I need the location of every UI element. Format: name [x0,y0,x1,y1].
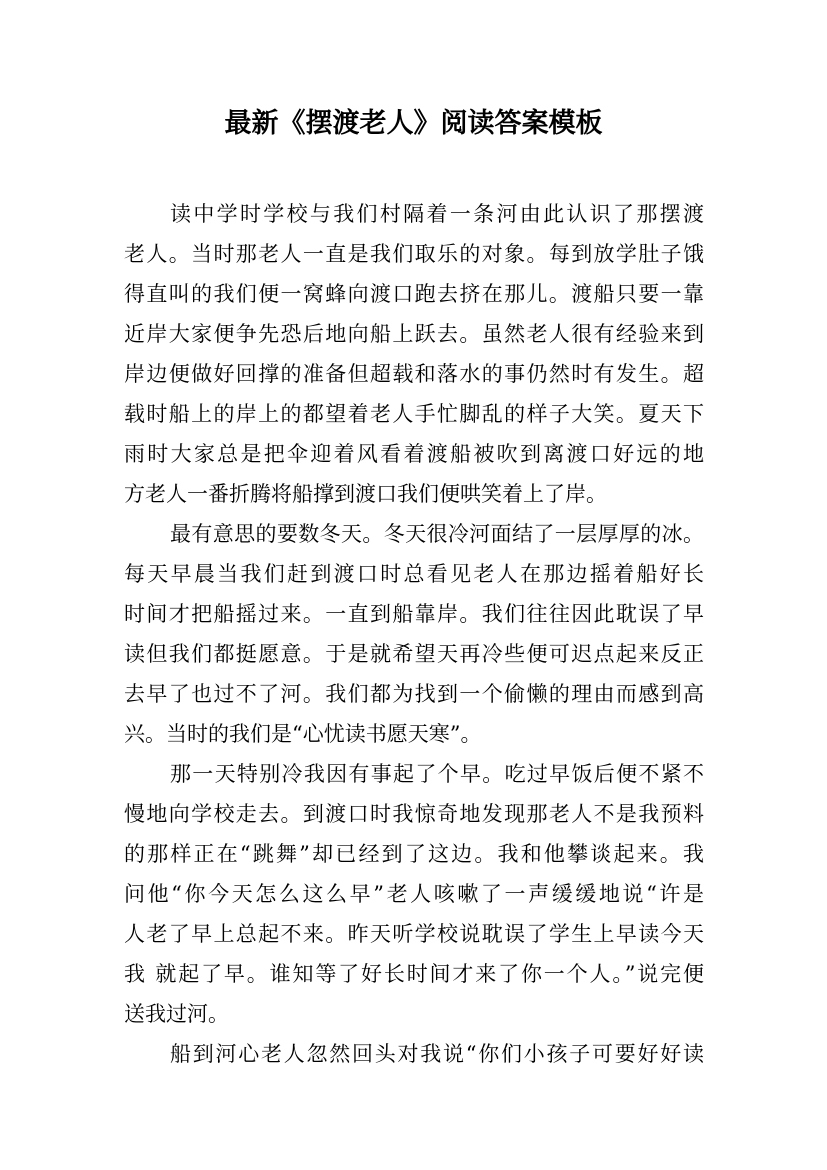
text-line: 方老人一番折腾将船撑到渡口我们便哄笑着上了岸。 [124,482,607,506]
text-line: 我 就起了早。谁知等了好长时间才来了你一个人。”说完便 [124,962,704,986]
text-line: 兴。当时的我们是“心忧读书愿天寒”。 [124,722,482,746]
text-line: 最有意思的要数冬天。冬天很冷河面结了一层厚厚的冰。 [170,522,704,546]
text-line: 人老了早上总起不来。昨天听学校说耽误了学生上早读今天 [124,922,704,946]
text-line: 时间才把船摇过来。一直到船靠岸。我们往往因此耽误了早 [124,602,704,626]
text-line: 去早了也过不了河。我们都为找到一个偷懒的理由而感到高 [124,682,704,706]
text-line: 每天早晨当我们赶到渡口时总看见老人在那边摇着船好长 [124,562,704,586]
text-line: 送我过河。 [124,1002,229,1026]
text-line: 雨时大家总是把伞迎着风看着渡船被吹到离渡口好远的地 [124,442,704,466]
text-line: 慢地向学校走去。到渡口时我惊奇地发现那老人不是我预料 [124,802,704,826]
page-title: 最新《摆渡老人》阅读答案模板 [224,108,603,139]
text-line: 载时船上的岸上的都望着老人手忙脚乱的样子大笑。夏天下 [124,402,704,426]
text-line: 读中学时学校与我们村隔着一条河由此认识了那摆渡 [170,202,704,226]
text-line: 船到河心老人忽然回头对我说“你们小孩子可要好好读 [170,1042,704,1066]
text-line: 的那样正在“跳舞”却已经到了这边。我和他攀谈起来。我 [124,842,704,866]
text-line: 那一天特别冷我因有事起了个早。吃过早饭后便不紧不 [170,762,704,786]
text-line: 岸边便做好回撑的准备但超载和落水的事仍然时有发生。超 [124,362,704,386]
text-line: 得直叫的我们便一窝蜂向渡口跑去挤在那儿。渡船只要一靠 [124,282,704,306]
text-line: 老人。当时那老人一直是我们取乐的对象。每到放学肚子饿 [124,242,704,266]
text-line: 读但我们都挺愿意。于是就希望天再冷些便可迟点起来反正 [124,642,704,666]
text-line: 近岸大家便争先恐后地向船上跃去。虽然老人很有经验来到 [124,322,704,346]
text-line: 问他“你今天怎么这么早”老人咳嗽了一声缓缓地说“许是 [124,882,704,906]
